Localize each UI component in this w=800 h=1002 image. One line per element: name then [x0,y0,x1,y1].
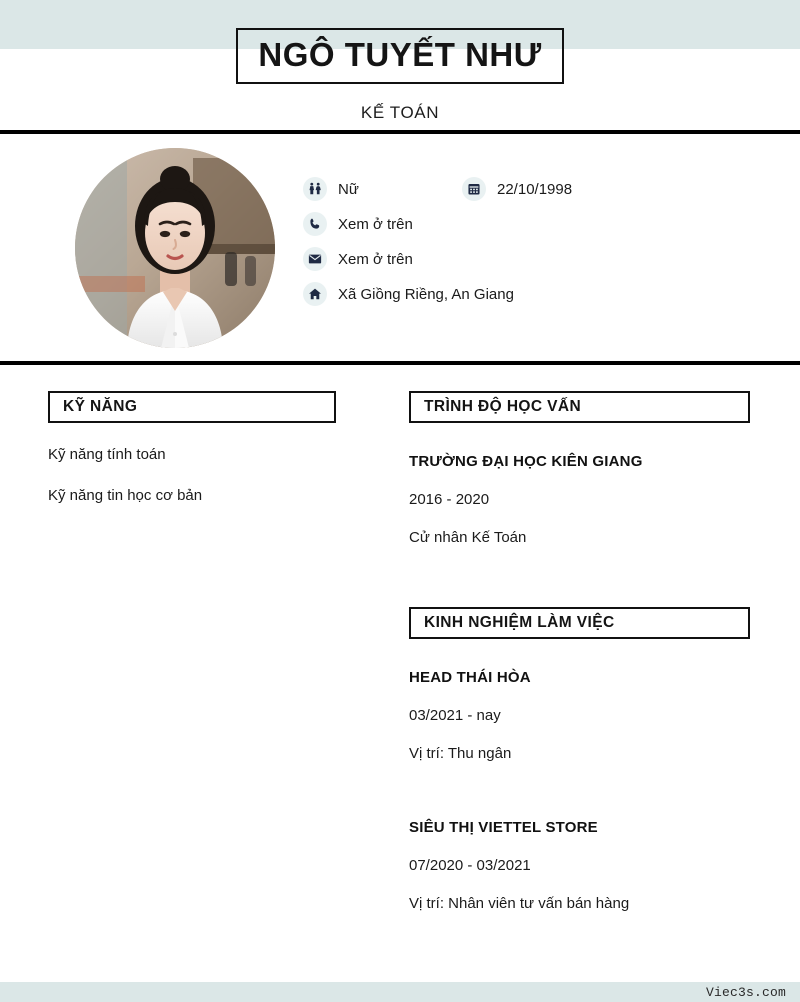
divider-top [0,130,800,134]
contact-row [303,247,773,271]
contact-row [303,282,773,306]
experience-section [409,607,750,912]
contact-email-value: Xem ở trên [338,250,413,268]
contact-row [303,177,773,201]
experience-period: 07/2020 - 03/2021 [409,857,531,874]
name-box [236,28,563,84]
list-item: Kỹ năng tính toán [48,446,166,463]
home-icon [303,282,327,306]
experience-period: 03/2021 - nay [409,707,501,724]
site-watermark: Viec3s.com [705,984,786,1000]
experience-role: Vị trí: Nhân viên tư vấn bán hàng [409,895,630,912]
phone-icon [303,212,327,236]
contact-address [303,282,514,306]
contact-birthday-value: 22/10/1998 [497,180,573,198]
contact-phone [303,212,413,236]
skills-heading: KỸ NĂNG [63,398,138,415]
right-column [409,391,750,912]
cv-header [0,0,800,123]
experience-heading: KINH NGHIỆM LÀM VIỆC [424,614,615,631]
skills-section [48,391,336,528]
education-heading-box [409,391,750,423]
experience-entry [409,669,750,762]
education-entry [409,453,750,546]
contact-gender [303,177,462,201]
experience-company: HEAD THÁI HÒA [409,669,531,686]
email-icon [303,247,327,271]
candidate-name: NGÔ TUYẾT NHƯ [258,36,542,73]
contact-address-value: Xã Giồng Riềng, An Giang [338,285,514,303]
education-degree: Cử nhân Kế Toán [409,529,527,546]
calendar-icon [462,177,486,201]
list-item: Kỹ năng tin học cơ bản [48,486,203,504]
contact-row [303,212,773,236]
divider-middle [0,361,800,365]
contact-birthday [462,177,572,201]
job-title: KẾ TOÁN [360,102,440,122]
contact-list [303,177,773,317]
bottom-color-band [0,982,800,1002]
contact-gender-value: Nữ [338,180,359,198]
experience-role: Vị trí: Thu ngân [409,745,512,762]
experience-company: SIÊU THỊ VIETTEL STORE [409,819,598,836]
education-heading: TRÌNH ĐỘ HỌC VẤN [424,398,582,415]
contact-phone-value: Xem ở trên [338,215,413,233]
portrait-photo-illustration [75,148,275,348]
gender-icon [303,177,327,201]
avatar [75,148,275,348]
experience-entry [409,819,750,912]
education-section [409,391,750,546]
profile-section [0,137,800,359]
experience-heading-box [409,607,750,639]
contact-email [303,247,413,271]
education-period: 2016 - 2020 [409,491,490,508]
education-school: TRƯỜNG ĐẠI HỌC KIÊN GIANG [409,453,643,470]
skills-list [48,446,336,506]
skills-heading-box [48,391,336,423]
